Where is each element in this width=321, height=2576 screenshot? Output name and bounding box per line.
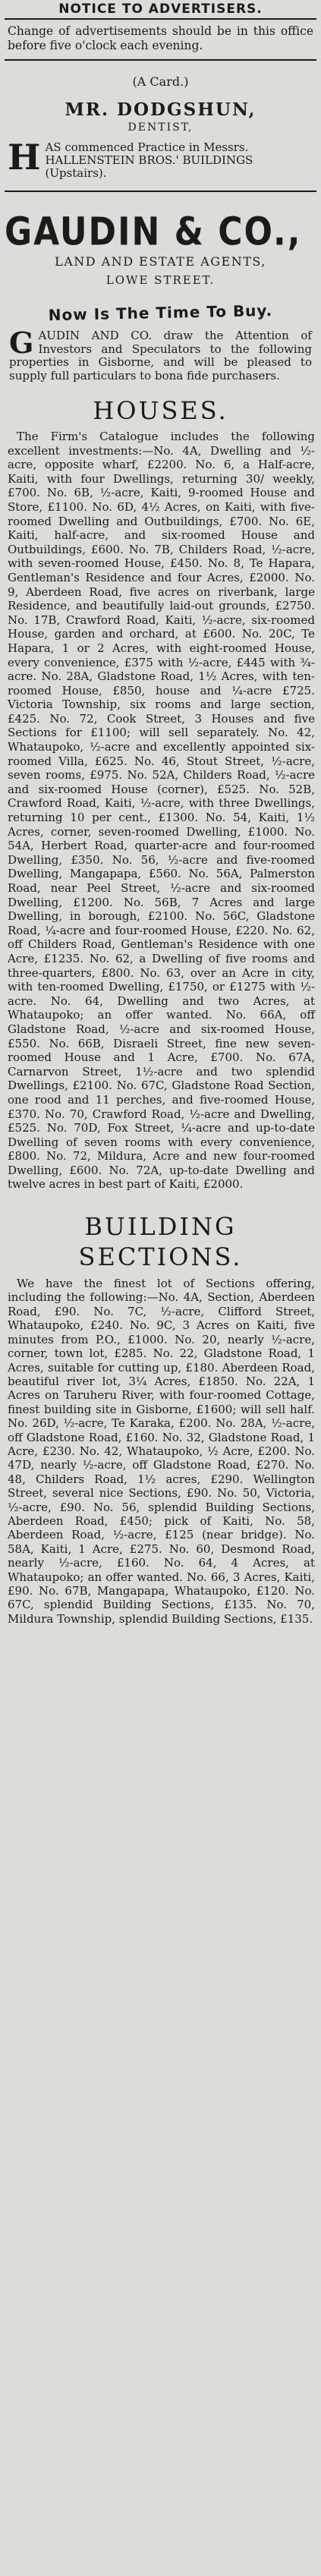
- firm-name: GAUDIN & CO.,: [5, 209, 302, 255]
- slogan: Now Is The Time To Buy.: [48, 301, 273, 325]
- dropcap: G: [9, 326, 34, 360]
- dentist-notice: [0, 134, 321, 180]
- sections-heading: BUILDING SECTIONS.: [78, 1212, 243, 1272]
- dentist-name: MR. DODGSHUN,: [65, 99, 256, 120]
- houses-list: The Firm's Catalogue includes the following excellent investments:—No. 4A, Dwelling and ½-acre, opposite wharf, £2200. No. 6, a Half-acre, Kaiti, with four Dwellings, returning 30/ weekly, £700. No. 6B, ½-acre, Kaiti, 9-roomed House and Store, £1100. No. 6D, 4½ Acres, on Kaiti, with five-roomed Dwelling and Outbuildings, £700. No. 6E, Kaiti, half-acre, and six-roomed House and Outbuildings, £600. No. 7B, Childers Road, ½-acre, with seven-roomed House, £450. No. 8, Te Hapara, Gentleman's Residence and four Acres, £2000. No. 9, Aberdeen Road, five acres on riverbank, large Residence, and beautifully laid-out grounds, £2750. No. 17B, Crawford Road, Kaiti, ½-acre, six-roomed House, garden and orchard, at £600. No. 20C, Te Hapara, 1 or 2 Acres, with eight-roomed House, every convenience, £375 with ½-acre, £445 with ¾-acre. No. 28A, Gladstone Road, 1½ Acres, with ten-roomed House, £850, house and ¼-acre £725. Victoria Township, six rooms and large section, £425. No. 72, Cook Street, 3 Houses and five Sections for £1100; will sell separately. No. 42, Whataupoko, ½-acre and excellently appointed six-roomed Villa, £625. No. 46, Stout Street, ½-acre, seven rooms, £975. No. 52A, Childers Road, ½-acre and six-roomed House (corner), £525. No. 52B, Crawford Road, Kaiti, ½-acre, with three Dwellings, returning 10 per cent., £1300. No. 54, Kaiti, 1½ Acres, corner, seven-roomed Dwelling, £1000. No. 54A, Herbert Road, quarter-acre and four-roomed Dwelling, £350. No. 56, ½-acre and five-roomed Dwelling, Mangapapa, £560. No. 56A, Palmerston Road, near Peel Street, ½-acre and six-roomed Dwelling, £1200. No. 56B, 7 Acres and large Dwelling, in borough, £2100. No. 56C, Gladstone Road, ¼-acre and four-roomed House, £220. No. 62, off Childers Road, Gentleman's Residence with one Acre, £1235. No. 62, a Dwelling of five rooms and three-quarters, £800. No. 63, over an Acre in city, with ten-roomed Dwelling, £1750, or £1275 with ½-acre. No. 64, Dwelling and two Acres, at Whataupoko; an offer wanted. No. 66A, off Gladstone Road, ½-acre and six-roomed House, £550. No. 66B, Disraeli Street, fine new seven-roomed House and 1 Acre, £700. No. 67A, Carnarvon Street, 1½-acre and two splendid Dwellings, £2100. No. 67C, Gladstone Road Section, one rood and 11 perches, and five-roomed House, £370. No. 70, Crawford Road, ½-acre and Dwelling, £525. No. 70D, Fox Street, ¼-acre and up-to-date Dwelling of seven rooms with every convenience, £800. No. 72, Mildura, Acre and new four-roomed Dwelling, £600. No. 72A, up-to-date Dwelling and twelve acres in best part of Kaiti, £2000.: [8, 430, 315, 1192]
- dentist-notice-text: AS commenced Practice in Messrs. HALLENSTEIN BROS.' BUILDINGS (Upstairs).: [45, 140, 253, 180]
- dropcap: H: [8, 137, 41, 178]
- divider: [5, 59, 316, 61]
- firm-subtitle: LAND AND ESTATE AGENTS,: [55, 254, 266, 269]
- notice-body: Change of advertisements should be in this office before five o'clock each evening.: [8, 24, 313, 52]
- divider: [5, 191, 316, 192]
- intro-text: AUDIN AND CO. draw the Attention of Investors and Speculators to the following properties in Gisborne, and will be pleased to supply full particulars to bona fide purchasers.: [9, 329, 312, 383]
- intro-paragraph: [0, 322, 321, 383]
- firm-street: LOWE STREET.: [105, 273, 216, 287]
- notice-heading: NOTICE TO ADVERTISERS.: [58, 2, 263, 17]
- sections-list: We have the finest lot of Sections offering, including the following:—No. 4A, Section, Aberdeen Road, £90. No. 7C, ½-acre, Clifford Street, Whataupoko, £240. No. 9C, 3 Acres on Kaiti, five minutes from P.O., £1000. No. 20, nearly ½-acre, corner, town lot, £285. No. 22, Gladstone Road, 1 Acres, suitable for cutting up, £180. Aberdeen Road, beautiful river lot, 3¼ Acres, £1850. No. 22A, 1 Acres on Taruheru River, with four-roomed Cottage, finest building site in Gisborne, £1600; will sell half. No. 26D, ½-acre, Te Karaka, £200. No. 28A, ½-acre, off Gladstone Road, £160. No. 32, Gladstone Road, 1 Acre, £230. No. 42, Whataupoko, ½ Acre, £200. No. 47D, nearly ½-acre, off Gladstone Road, £270. No. 48, Childers Road, 1½ acres, £290. Wellington Street, several nice Sections, £90. No. 50, Victoria, ½-acre, £90. No. 56, splendid Building Sections, Aberdeen Road, £450; pick of Kaiti, No. 58, Aberdeen Road, ½-acre, £125 (near bridge). No. 58A, Kaiti, 1 Acre, £275. No. 60, Desmond Road, nearly ½-acre, £160. No. 64, 4 Acres, at Whataupoko; an offer wanted. No. 66, 3 Acres, Kaiti, £90. No. 67B, Mangapapa, Whataupoko, £120. No. 67C, splendid Building Sections, £135. No. 70, Mildura Township, splendid Building Sections, £135.: [8, 1277, 315, 1626]
- card-label: (A Card.): [132, 74, 189, 89]
- houses-heading: HOUSES.: [93, 396, 228, 425]
- dentist-title: DENTIST,: [127, 121, 194, 134]
